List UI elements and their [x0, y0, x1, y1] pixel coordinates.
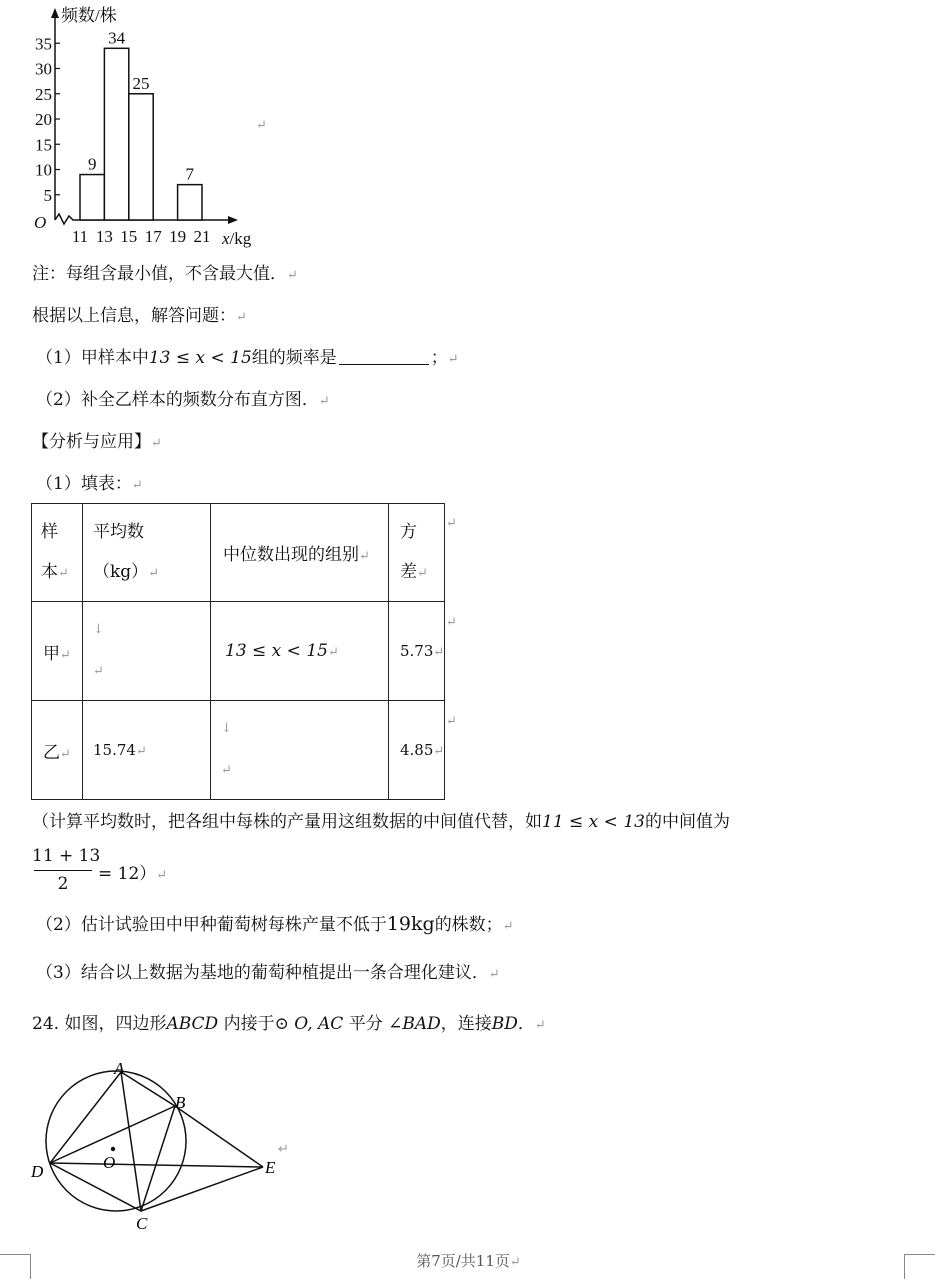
header-var-2: 差 — [400, 561, 417, 582]
segment-be — [175, 1106, 263, 1167]
circle-symbol: ⊙ — [274, 1014, 289, 1034]
intro-line — [32, 305, 247, 329]
q1-math: 13 ≤ x < 15 — [148, 348, 252, 368]
table-end-mark: ↵ — [446, 615, 457, 630]
return-mark: ↵ — [447, 352, 459, 367]
header-median-text: 中位数出现的组别 — [223, 545, 359, 565]
note-line — [32, 263, 298, 287]
note-text: 注：每组含最小值，不含最大值． — [32, 264, 287, 284]
table-header-row — [32, 504, 445, 602]
fill-table-title — [36, 473, 143, 497]
calc-note-text-1: （计算平均数时，把各组中每株的产量用这组数据的中间值代替，如 — [32, 812, 542, 832]
page-corner-right — [904, 1254, 935, 1279]
return-mark: ↵ — [359, 549, 370, 564]
return-mark: ↵ — [221, 763, 232, 778]
x-axis-arrow — [228, 216, 238, 224]
histogram-svg — [28, 0, 268, 250]
return-mark: ↵ — [287, 268, 298, 283]
table-row-jia — [32, 602, 445, 701]
stats-table — [31, 503, 445, 800]
p2-prefix: （2）估计试验田中甲种葡萄树每株产量不低于 — [36, 915, 387, 935]
answer-blank[interactable] — [339, 348, 429, 365]
part-2 — [36, 913, 514, 938]
return-mark: ↵ — [502, 919, 514, 934]
x-tick-label: 15 — [120, 227, 138, 246]
bar-value-label: 25 — [132, 73, 150, 93]
y-tick-label: 30 — [35, 59, 52, 79]
page-footer — [0, 1250, 937, 1271]
return-mark: ↵ — [93, 664, 104, 679]
calc-note-text-2: 的中间值为 — [644, 812, 730, 832]
return-mark: ↵ — [534, 1018, 546, 1033]
label-b: B — [175, 1093, 186, 1112]
fraction-numerator: 11 + 13 — [32, 846, 101, 866]
y-tick-label: 5 — [43, 185, 52, 205]
calc-note-math: 11 ≤ x < 13 — [542, 812, 645, 832]
down-mark: ↓ — [221, 721, 232, 736]
header-mean — [83, 504, 211, 602]
return-mark: ↵ — [278, 1142, 289, 1157]
frequency-histogram — [28, 0, 268, 250]
label-c: C — [136, 1214, 148, 1233]
q24-text-e: ． — [517, 1014, 535, 1034]
return-mark: ↵ — [509, 1255, 521, 1270]
intro-text: 根据以上信息，解答问题： — [32, 306, 236, 326]
return-mark: ↵ — [433, 744, 445, 759]
y-tick-label: 15 — [35, 135, 52, 155]
page-corner-left — [0, 1254, 31, 1279]
x-tick-label: 19 — [169, 227, 187, 246]
p2-suffix: 的株数； — [434, 915, 503, 935]
calc-note — [32, 811, 730, 833]
q2-text: （2）补全乙样本的频数分布直方图． — [36, 390, 319, 410]
row-median: 13 ≤ x < 15 — [225, 641, 328, 661]
row-mean: 15.74 — [93, 741, 136, 759]
row-jia-median — [211, 602, 389, 701]
return-mark: ↵ — [236, 310, 247, 325]
origin-label: O — [34, 213, 47, 232]
row-variance: 4.85 — [400, 741, 434, 759]
histogram-bar — [80, 175, 104, 220]
fraction-denominator: 2 — [57, 874, 69, 894]
return-mark: ↵ — [327, 645, 339, 660]
row-name: 乙 — [43, 742, 60, 763]
x-tick-label: 13 — [95, 227, 113, 246]
histogram-bar — [178, 185, 202, 220]
label-e: E — [265, 1158, 276, 1177]
q1-prefix: （1）甲样本中 — [36, 348, 149, 368]
label-a: A — [114, 1059, 125, 1078]
q1-suffix: 组的频率是 — [251, 348, 337, 368]
return-mark: ↵ — [256, 118, 267, 133]
table-end-mark: ↵ — [446, 516, 457, 531]
histogram-bar — [104, 48, 128, 220]
y-tick-label: 20 — [35, 110, 52, 129]
table-row-yi — [32, 701, 445, 800]
return-mark: ↵ — [60, 746, 71, 762]
y-tick-label: 25 — [35, 84, 52, 104]
q24-text-b: 内接于 — [223, 1014, 275, 1034]
center-point — [111, 1147, 115, 1151]
q24-text-d: ，连接 — [440, 1014, 492, 1034]
down-mark: ↓ — [93, 622, 104, 637]
row-yi-name — [32, 701, 83, 800]
page-number: 第7页/共11页 — [416, 1252, 510, 1270]
q24-bd: BD — [491, 1014, 518, 1034]
row-variance: 5.73 — [400, 642, 434, 660]
header-var-1: 方 — [400, 521, 417, 542]
q24-angle: ∠BAD — [388, 1014, 441, 1034]
y-axis-label: 频数/株 — [61, 6, 117, 25]
return-mark: ↵ — [488, 967, 500, 982]
row-jia-name — [32, 602, 83, 701]
return-mark: ↵ — [148, 565, 160, 581]
label-d: D — [31, 1162, 44, 1181]
p2-value: 19kg — [386, 913, 435, 935]
return-mark: ↵ — [433, 645, 445, 660]
y-axis-arrow — [51, 8, 59, 18]
fraction-result: = 12 — [98, 864, 140, 884]
bar-value-label: 7 — [185, 164, 195, 184]
section-title — [32, 431, 162, 455]
x-tick-label: 17 — [144, 227, 162, 246]
return-mark: ↵ — [318, 394, 330, 409]
label-o: O — [103, 1153, 116, 1172]
q24-o-ac: O, AC — [294, 1014, 344, 1034]
bar-value-label: 9 — [87, 154, 97, 174]
header-mean-1: 平均数 — [93, 521, 144, 542]
return-mark: ↵ — [135, 744, 147, 759]
y-tick-label: 35 — [35, 34, 52, 54]
q24-number: 24. — [32, 1014, 60, 1034]
header-median — [211, 504, 389, 602]
q24-abcd: ABCD — [166, 1014, 219, 1034]
return-mark: ↵ — [60, 647, 71, 663]
q24-text-c: 平分 — [348, 1014, 383, 1034]
return-mark: ↵ — [131, 478, 143, 493]
x-axis-label: x/kg — [222, 229, 252, 248]
return-mark: ↵ — [58, 565, 69, 581]
header-sample-1: 样 — [41, 521, 58, 542]
quadrilateral-abcd — [50, 1072, 175, 1211]
part-3 — [36, 962, 500, 986]
geometry-figure — [25, 1055, 295, 1240]
histogram-bar — [129, 94, 153, 220]
return-mark: ↵ — [417, 565, 428, 581]
y-tick-label: 10 — [35, 160, 52, 180]
question-2 — [36, 389, 330, 413]
fill-title-text: （1）填表： — [36, 474, 132, 494]
return-mark: ↵ — [151, 436, 162, 451]
question-1 — [36, 347, 459, 371]
table-end-mark: ↵ — [446, 714, 457, 729]
q24-text-a: 如图，四边形 — [64, 1014, 167, 1034]
row-yi-mean — [83, 701, 211, 800]
q1-end: ； — [430, 348, 448, 368]
row-yi-median[interactable] — [211, 701, 389, 800]
header-sample — [32, 504, 83, 602]
segment-ce — [141, 1167, 263, 1211]
fraction-close: ） — [139, 864, 157, 884]
p3-text: （3）结合以上数据为基地的葡萄种植提出一条合理化建议． — [36, 963, 489, 983]
return-mark: ↵ — [156, 868, 168, 883]
bar-value-label: 34 — [108, 28, 126, 48]
header-mean-2: （kg） — [93, 561, 149, 582]
fraction-bar — [34, 870, 92, 871]
header-sample-2: 本 — [41, 561, 58, 582]
x-tick-label: 11 — [71, 227, 89, 246]
section-title-text: 【分析与应用】 — [32, 432, 151, 452]
header-variance — [389, 504, 445, 602]
row-yi-variance — [389, 701, 445, 800]
x-tick-label: 21 — [193, 227, 211, 246]
question-24 — [32, 1013, 546, 1037]
row-name: 甲 — [43, 643, 60, 664]
row-jia-variance — [389, 602, 445, 701]
row-jia-mean[interactable] — [83, 602, 211, 701]
diagonal-ac — [121, 1072, 141, 1211]
